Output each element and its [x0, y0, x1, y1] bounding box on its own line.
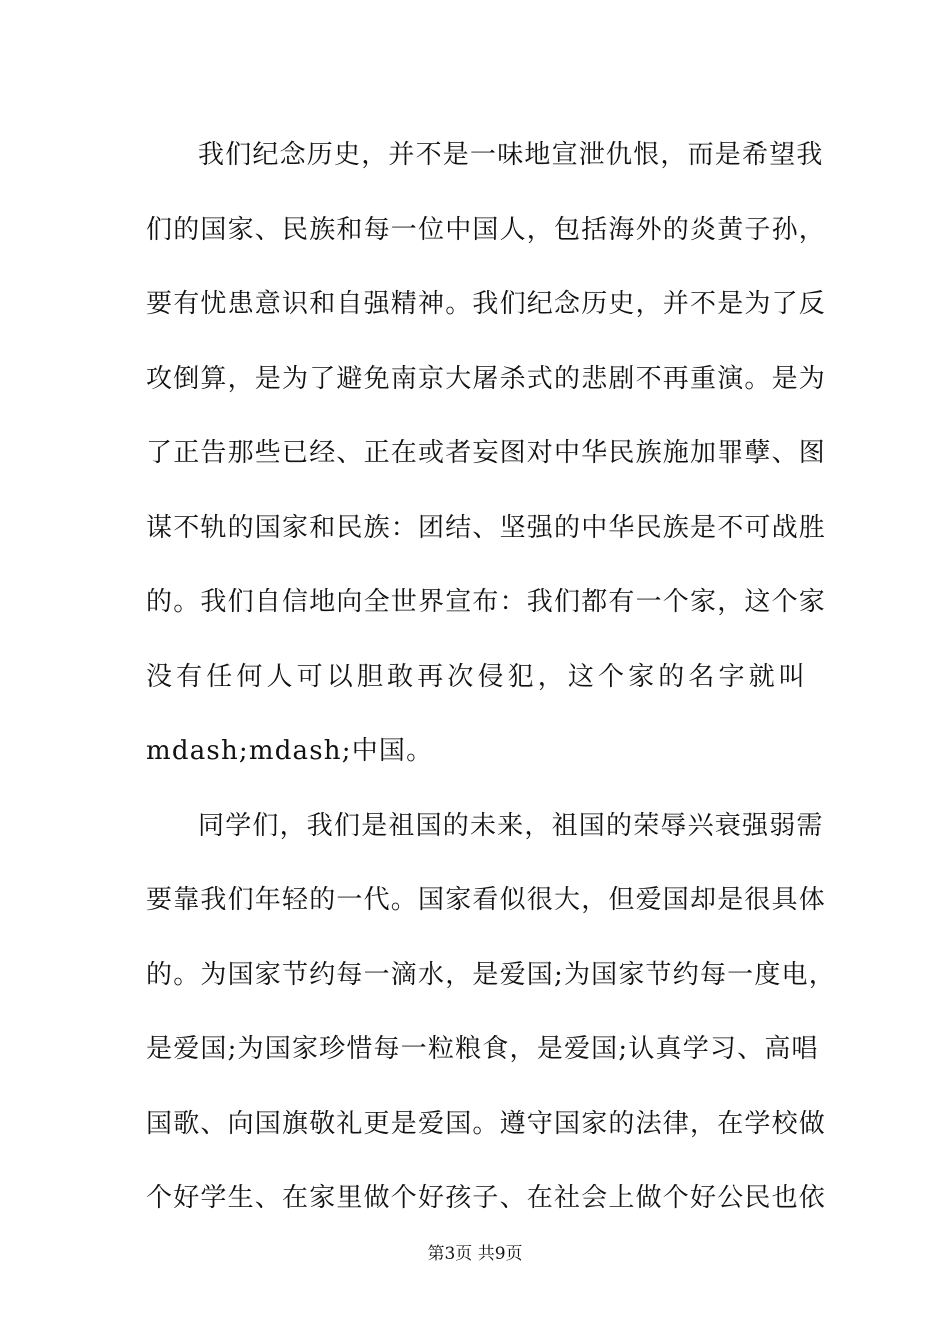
paragraph-1-line-7: 的。我们自信地向全世界宣布：我们都有一个家，这个家: [146, 587, 827, 617]
paragraph-1-line-6: 谋不轨的国家和民族：团结、坚强的中华民族是不可战胜: [146, 513, 827, 543]
paragraph-2-line-5: 国歌、向国旗敬礼更是爱国。遵守国家的法律，在学校做: [146, 1109, 827, 1139]
paragraph-1-line-3: 要有忧患意识和自强精神。我们纪念历史，并不是为了反: [146, 289, 827, 319]
paragraph-1-line-8: 没有任何人可以胆敢再次侵犯，这个家的名字就叫: [146, 662, 806, 692]
page-number-footer: 第3页 共9页: [427, 1244, 523, 1264]
paragraph-2-line-3: 的。为国家节约每一滴水，是爱国;为国家节约每一度电，: [146, 960, 836, 990]
paragraph-2-line-4: 是爱国;为国家珍惜每一粒粮食，是爱国;认真学习、高唱: [146, 1034, 819, 1064]
paragraph-1-line-5: 了正告那些已经、正在或者妄图对中华民族施加罪孽、图: [146, 438, 827, 468]
paragraph-2-line-1: 同学们，我们是祖国的未来，祖国的荣辱兴衰强弱需: [198, 811, 824, 841]
paragraph-1-line-1: 我们纪念历史，并不是一味地宣泄仇恨，而是希望我: [198, 140, 824, 170]
paragraph-1-line-9: mdash;mdash;中国。: [146, 736, 434, 766]
paragraph-2-line-6: 个好学生、在家里做个好孩子、在社会上做个好公民也依: [146, 1183, 827, 1213]
paragraph-1-line-2: 们的国家、民族和每一位中国人，包括海外的炎黄子孙，: [146, 215, 827, 245]
paragraph-1-line-4: 攻倒算，是为了避免南京大屠杀式的悲剧不再重演。是为: [146, 364, 827, 394]
paragraph-2-line-2: 要靠我们年轻的一代。国家看似很大，但爱国却是很具体: [146, 885, 827, 915]
